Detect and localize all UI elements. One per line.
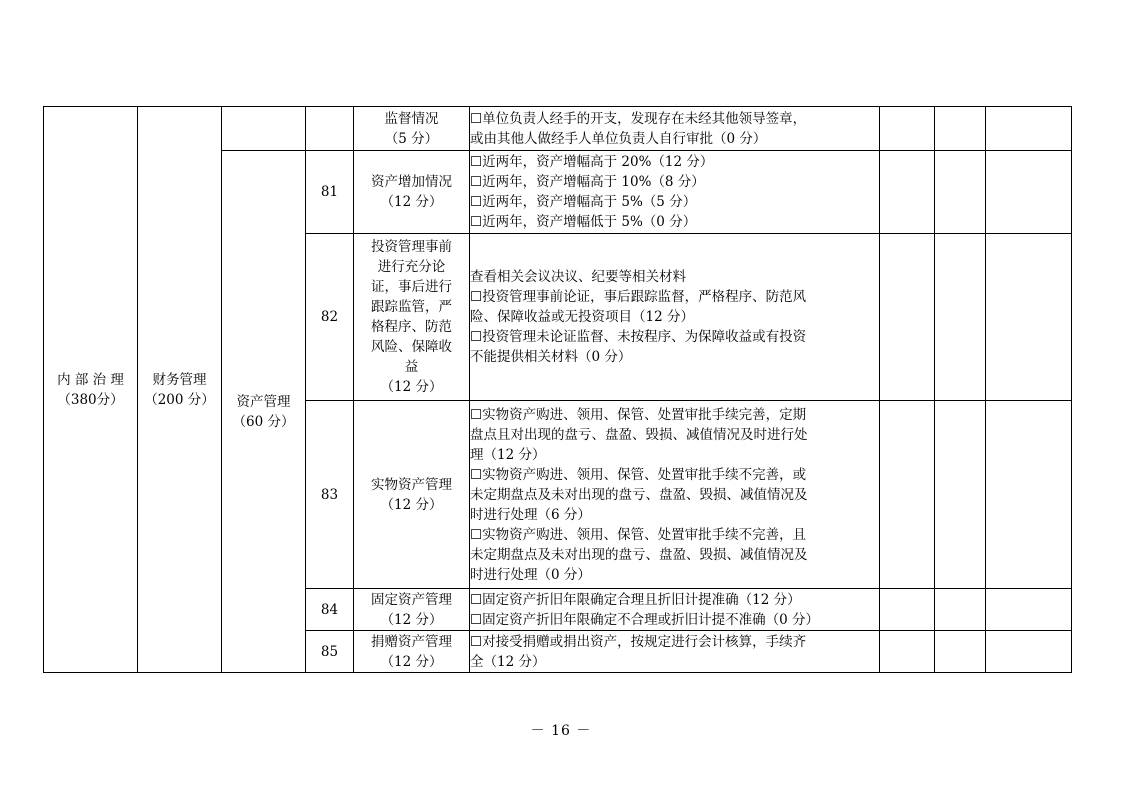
blank-cell <box>986 107 1072 151</box>
criteria-line: 未定期盘点及未对出现的盘亏、盘盈、毁损、减值情况及 <box>470 546 808 563</box>
criteria-line: ☐实物资产购进、领用、保管、处置审批手续不完善，或 <box>470 466 807 483</box>
criteria-line: ☐近两年，资产增幅低于 5%（0 分） <box>470 214 697 230</box>
criteria-line: 不能提供相关材料（0 分） <box>470 349 632 365</box>
row-number: 81 <box>306 151 354 234</box>
level3-cell <box>222 151 306 673</box>
criteria-line: 时进行处理（6 分） <box>470 506 591 523</box>
item-line: 实物资产管理 <box>371 476 452 493</box>
level2-score: （200 分） <box>144 391 215 408</box>
criteria-line: 盘点且对出现的盘亏、盘盈、毁损、减值情况及时进行处 <box>470 426 808 443</box>
criteria-cell <box>470 631 880 673</box>
item-line: （5 分） <box>384 130 439 147</box>
criteria-line: ☐实物资产购进、领用、保管、处置审批手续完善，定期 <box>470 406 807 423</box>
item-line: 资产增加情况 <box>371 174 452 190</box>
level1-name: 内 部 治 理 <box>57 371 124 388</box>
criteria-line: 查看相关会议决议、纪要等相关材料 <box>470 269 686 285</box>
criteria-line: ☐投资管理事前论证，事后跟踪监督，严格程序、防范风 <box>470 289 807 305</box>
blank-cell <box>935 234 986 401</box>
item-line: 捐赠资产管理 <box>371 633 452 650</box>
blank-cell <box>935 107 986 151</box>
item-cell <box>354 107 470 151</box>
row-number: 84 <box>306 589 354 631</box>
criteria-line: 未定期盘点及未对出现的盘亏、盘盈、毁损、减值情况及 <box>470 486 808 503</box>
item-line: 投资管理事前 <box>371 239 452 255</box>
evaluation-table <box>43 106 1072 673</box>
blank-cell <box>935 151 986 234</box>
criteria-line: ☐投资管理未论证监督、未按程序、为保障收益或有投资 <box>470 329 807 345</box>
item-cell <box>354 151 470 234</box>
level1-score: （380分） <box>57 391 124 408</box>
criteria-line: 险、保障收益或无投资项目（12 分） <box>470 309 694 325</box>
criteria-cell <box>470 401 880 589</box>
item-line: 固定资产管理 <box>371 591 452 608</box>
item-line: 跟踪监管，严 <box>371 299 452 315</box>
item-line: （12 分） <box>380 194 443 210</box>
item-line: （12 分） <box>380 496 443 513</box>
item-cell <box>354 401 470 589</box>
criteria-line: 理（12 分） <box>470 446 546 463</box>
criteria-line: ☐实物资产购进、领用、保管、处置审批手续不完善，且 <box>470 526 807 543</box>
level1-cell <box>44 107 138 673</box>
criteria-line: ☐近两年，资产增幅高于 20%（12 分） <box>470 154 714 170</box>
level3-score: （60 分） <box>232 413 295 430</box>
item-line: 进行充分论 <box>377 259 446 275</box>
blank-cell <box>986 401 1072 589</box>
blank-cell <box>880 401 935 589</box>
blank-cell <box>935 589 986 631</box>
item-line: 益 <box>404 359 419 375</box>
criteria-line: ☐固定资产折旧年限确定合理且折旧计提准确（12 分） <box>470 591 801 608</box>
item-line: 证，事后进行 <box>371 279 452 295</box>
level2-cell <box>138 107 222 673</box>
item-line: 监督情况 <box>384 110 439 127</box>
item-cell <box>354 589 470 631</box>
blank-cell <box>935 401 986 589</box>
blank-cell <box>935 631 986 673</box>
criteria-line: ☐固定资产折旧年限确定不合理或折旧计提不准确（0 分） <box>470 611 819 628</box>
level3-empty-cell <box>222 107 306 151</box>
blank-cell <box>986 631 1072 673</box>
blank-cell <box>880 589 935 631</box>
blank-cell <box>880 234 935 401</box>
criteria-line: 或由其他人做经手人单位负责人自行审批（0 分） <box>470 130 767 147</box>
blank-cell <box>986 151 1072 234</box>
criteria-line: ☐对接受捐赠或捐出资产，按规定进行会计核算，手续齐 <box>470 633 807 650</box>
item-cell <box>354 631 470 673</box>
row-number: 82 <box>306 234 354 401</box>
item-line: （12 分） <box>380 379 443 395</box>
criteria-cell <box>470 107 880 151</box>
criteria-line: 时进行处理（0 分） <box>470 566 591 583</box>
row-number: 85 <box>306 631 354 673</box>
item-line: （12 分） <box>380 611 443 628</box>
criteria-line: ☐单位负责人经手的开支，发现存在未经其他领导签章， <box>470 110 807 127</box>
row-number: 83 <box>306 401 354 589</box>
page-number: － 16 － <box>530 723 592 739</box>
item-line: 格程序、防范 <box>371 319 452 335</box>
level3-name: 资产管理 <box>236 393 291 410</box>
blank-cell <box>880 107 935 151</box>
criteria-cell <box>470 234 880 401</box>
criteria-cell <box>470 151 880 234</box>
criteria-cell <box>470 589 880 631</box>
item-cell <box>354 234 470 401</box>
blank-cell <box>986 589 1072 631</box>
level2-name: 财务管理 <box>152 371 207 388</box>
item-line: 风险、保障收 <box>371 339 452 355</box>
criteria-line: ☐近两年，资产增幅高于 5%（5 分） <box>470 194 697 210</box>
blank-cell <box>986 234 1072 401</box>
criteria-line: ☐近两年，资产增幅高于 10%（8 分） <box>470 174 705 190</box>
blank-cell <box>880 151 935 234</box>
item-line: （12 分） <box>380 653 443 670</box>
criteria-line: 全（12 分） <box>470 653 546 670</box>
row-number <box>306 107 354 151</box>
blank-cell <box>880 631 935 673</box>
